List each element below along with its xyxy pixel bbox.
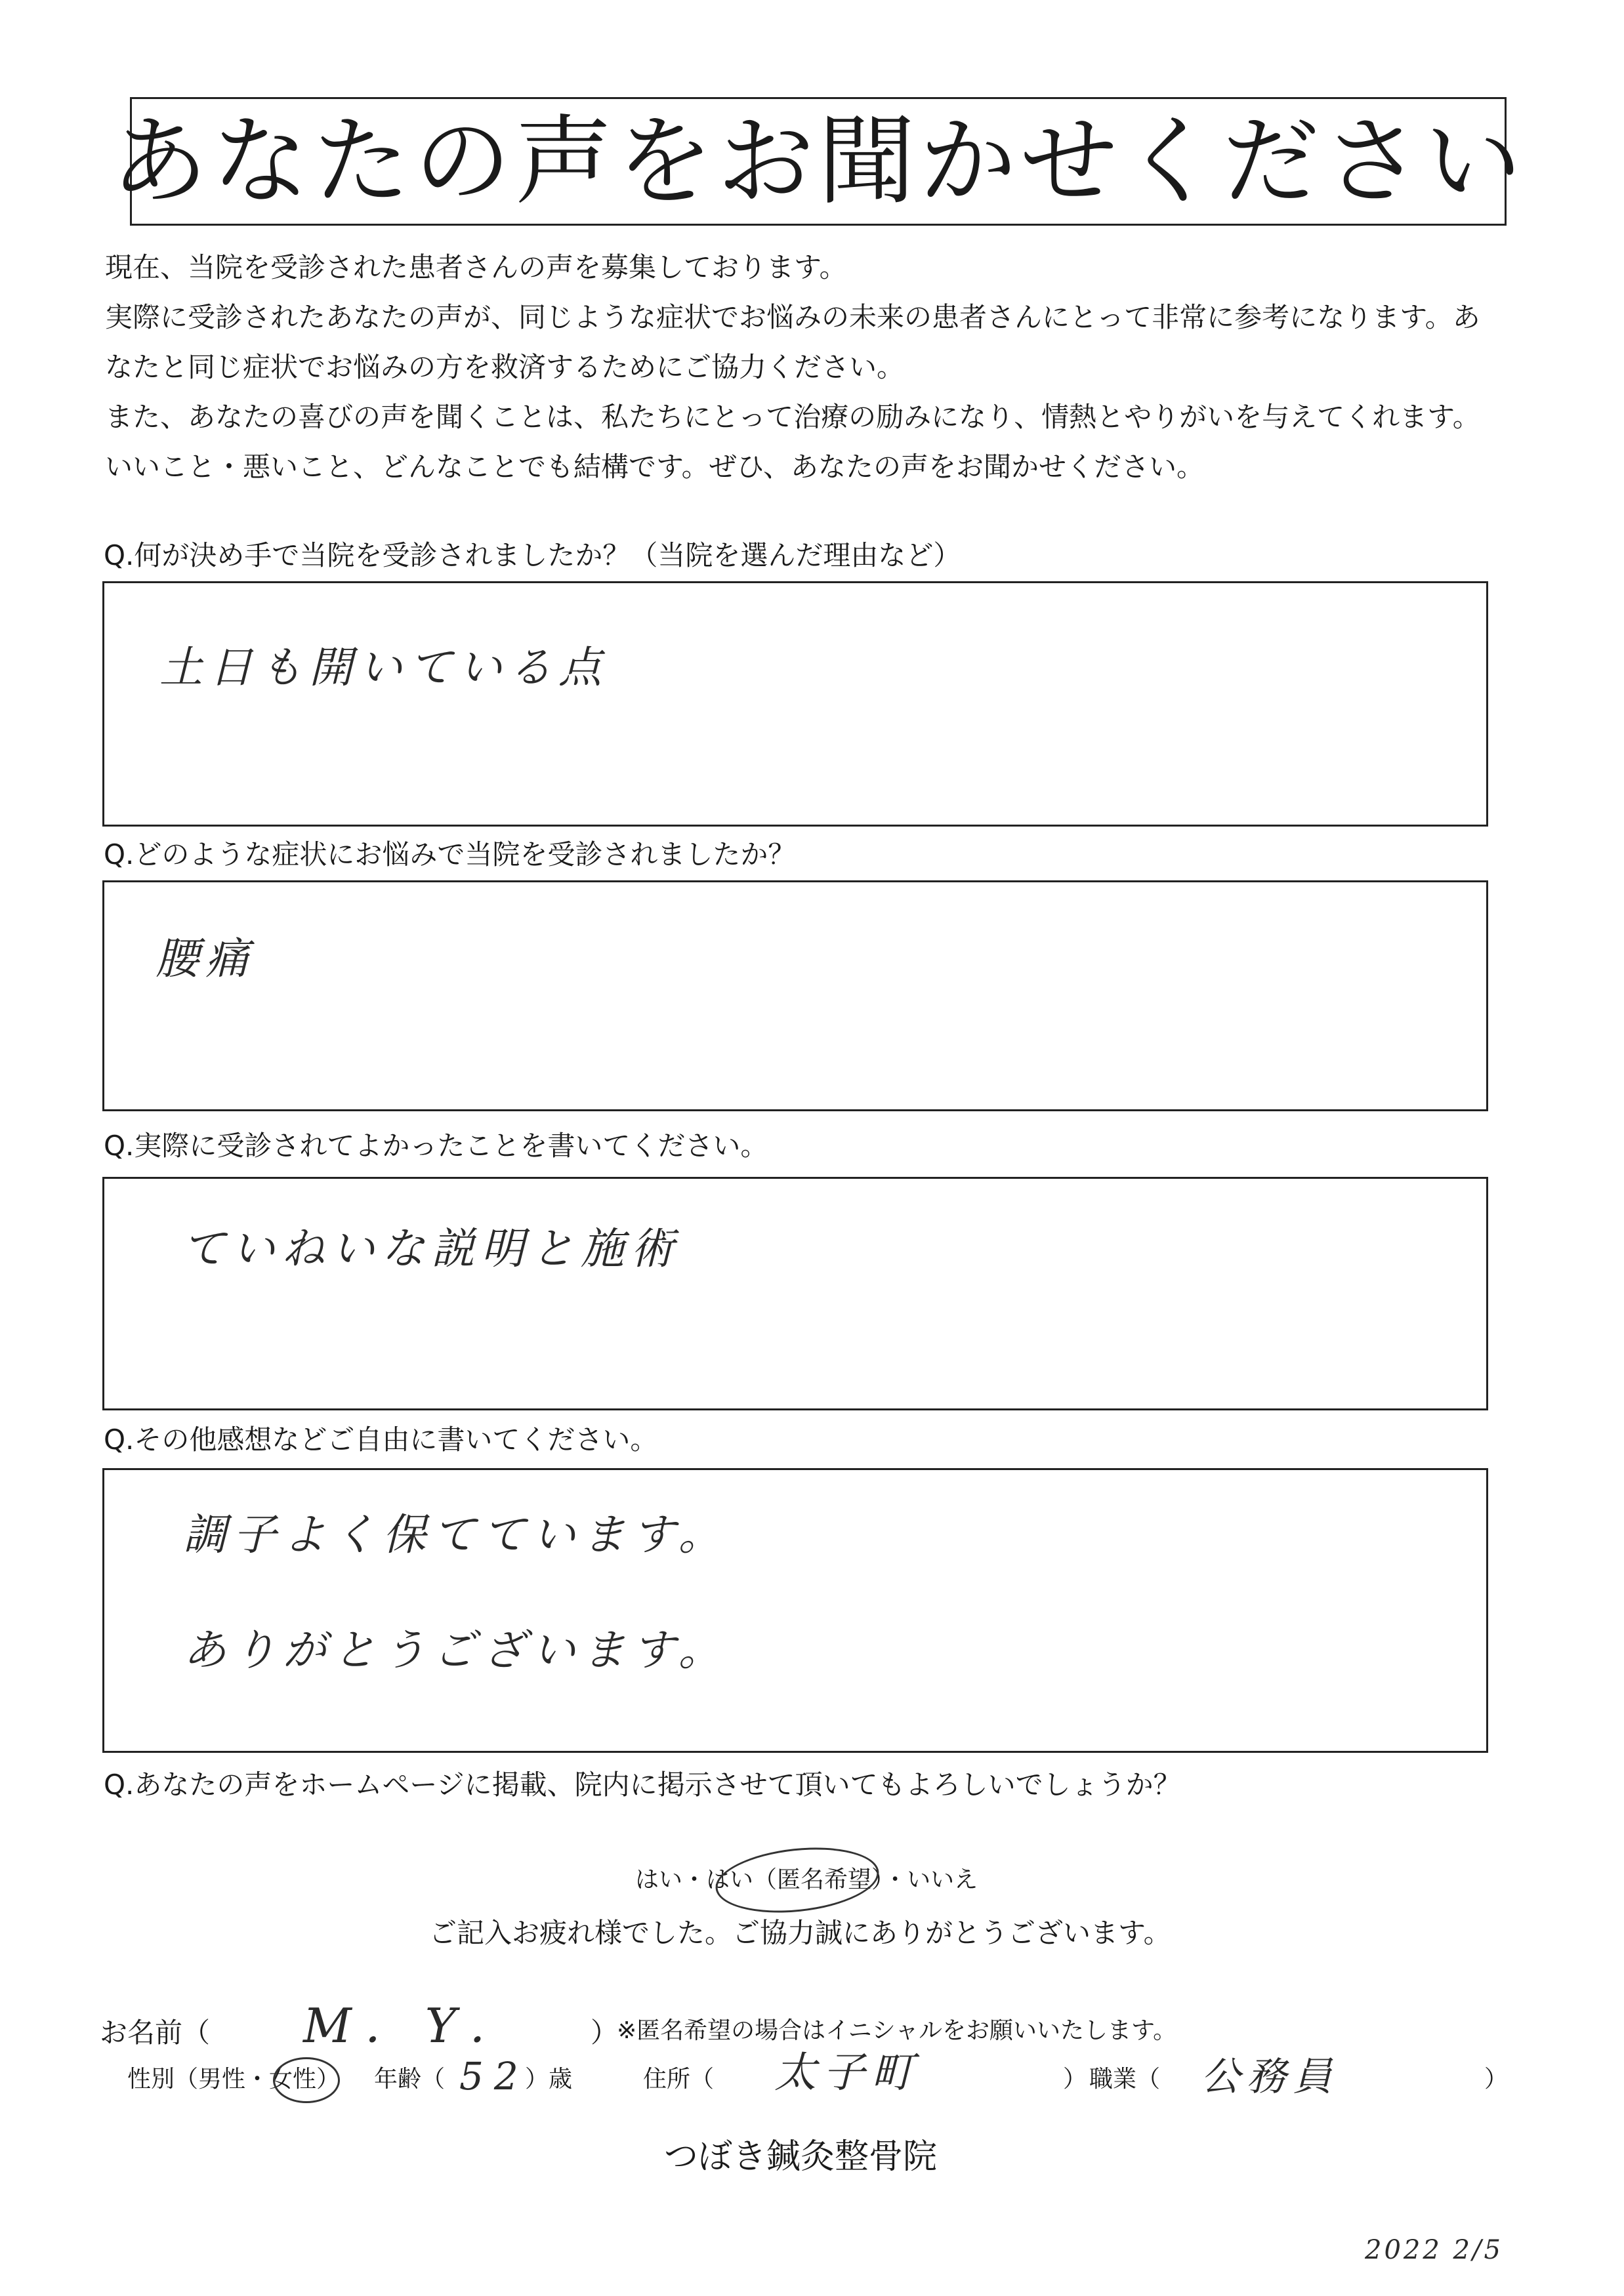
consent-question: Q.あなたの声をホームページに掲載、院内に掲示させて頂いてもよろしいでしょうか？ — [104, 1769, 1181, 1801]
gender-female[interactable]: 女性 — [269, 2066, 317, 2093]
intro-line: 実際に受診されたあなたの声が、同じような症状でお悩みの未来の患者さんにとって非常に参考になります。あ — [105, 301, 1480, 333]
question-3-answer-box[interactable] — [102, 1177, 1488, 1410]
option-yes-named[interactable]: はい — [706, 1866, 754, 1893]
selection-circle-mark — [713, 1840, 883, 1920]
intro-text — [105, 243, 1549, 492]
page-title: あなたの声をお聞かせください — [111, 105, 1526, 218]
question-4-answer-line: ありがとうございます。 — [183, 1625, 728, 1675]
title-box — [111, 97, 1526, 226]
gender-label: 性別（男性・ — [127, 2066, 270, 2093]
option-yes[interactable]: はい — [635, 1866, 683, 1893]
intro-line: また、あなたの喜びの声を聞くことは、私たちにとって治療の励みになり、情熱とやりがいを与えてくれます。 — [105, 401, 1480, 433]
job-close: ） — [1484, 2066, 1509, 2093]
name-value[interactable]: M．Y． — [303, 1998, 530, 2053]
intro-line: なたと同じ症状でお悩みの方を救済するためにご協力ください。 — [105, 351, 905, 383]
option-no[interactable]: いいえ — [907, 1866, 978, 1893]
option-anonymous[interactable]: （匿名希望） — [753, 1866, 884, 1893]
question-4-answer-box[interactable] — [102, 1468, 1488, 1753]
question-1-label: Q.何が決め手で当院を受診されましたか？（当院を選んだ理由など） — [104, 539, 961, 571]
age-value[interactable]: 52 — [459, 2054, 529, 2099]
question-3-label: Q.実際に受診されてよかったことを書いてください。 — [104, 1130, 768, 1162]
intro-line: 現在、当院を受診された患者さんの声を募集しております。 — [105, 251, 847, 283]
question-2-answer-box[interactable] — [102, 880, 1488, 1111]
age-close: ）歳 — [525, 2066, 573, 2093]
address-value[interactable]: 太子町 — [774, 2049, 920, 2097]
question-4-label: Q.その他感想などご自由に書いてください。 — [104, 1424, 658, 1456]
question-2-label: Q.どのような症状にお悩みで当院を受診されましたか？ — [104, 838, 796, 871]
option-separator: ・ — [883, 1866, 907, 1893]
intro-line: いいこと・悪いこと、どんなことでも結構です。ぜひ、あなたの声をお聞かせください。 — [105, 451, 1204, 483]
clinic-name: つぼき鍼灸整骨院 — [664, 2137, 938, 2177]
option-separator: ・ — [682, 1866, 707, 1893]
name-close: ） — [591, 2017, 619, 2049]
address-label: 住所（ — [643, 2066, 715, 2093]
question-1-answer-box[interactable] — [102, 581, 1488, 827]
handwritten-date: 2022 2/5 — [1365, 2235, 1503, 2265]
address-close: ） — [1063, 2066, 1087, 2093]
thanks-message: ご記入お疲れ様でした。ご協力誠にありがとうございます。 — [429, 1917, 1171, 1949]
question-1-answer: 土日も開いている点 — [159, 642, 608, 693]
gender-circle-mark — [273, 2057, 340, 2103]
question-3-answer: ていねいな説明と施術 — [182, 1223, 680, 1274]
name-label: お名前（ — [100, 2017, 211, 2049]
job-value[interactable]: 公務員 — [1201, 2054, 1339, 2100]
job-label: 職業（ — [1089, 2066, 1161, 2093]
gender-close: ） — [316, 2066, 341, 2093]
age-label: 年齢（ — [374, 2066, 446, 2093]
anonymous-note: ※匿名希望の場合はイニシャルをお願いいたします。 — [617, 2017, 1177, 2044]
question-2-answer: 腰痛 — [156, 933, 255, 984]
question-4-answer-line: 調子よく保てています。 — [183, 1509, 728, 1560]
